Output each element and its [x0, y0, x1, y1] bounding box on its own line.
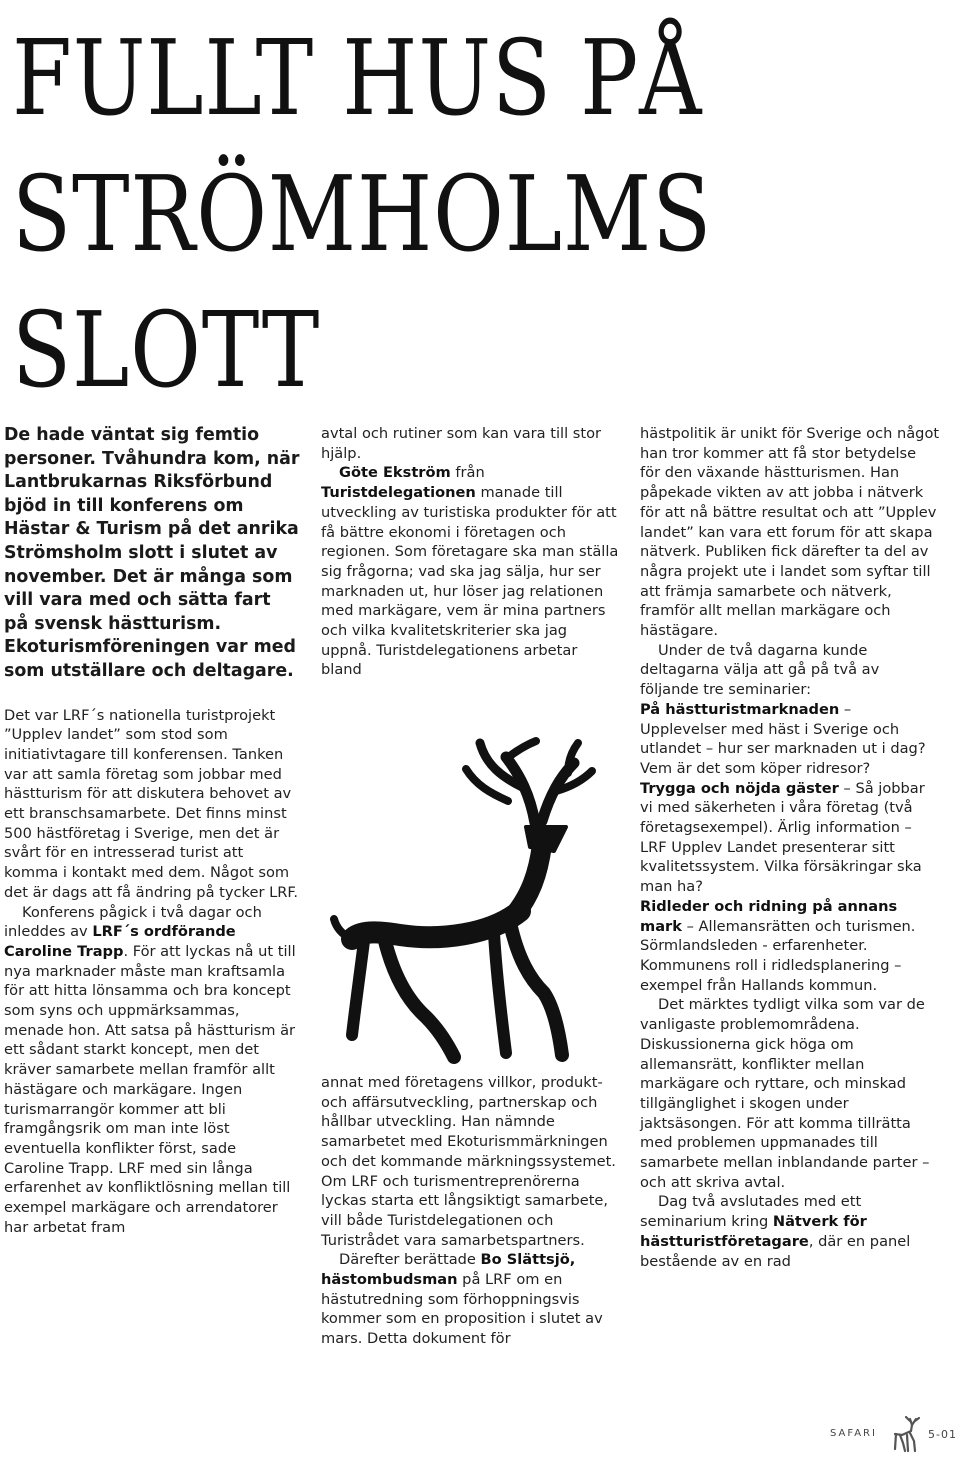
page-number: 5-01 [928, 1428, 957, 1441]
page-footer [820, 1415, 960, 1455]
headline [12, 10, 792, 418]
headline-line-1: FULLT HUS PÅ [12, 17, 703, 139]
seminar-item: På hästturistmarknaden – Upplevelser med häst i Sverige och utlandet – hur ser marknaden ut i dag? Vem är det som köper ridresor? [640, 700, 926, 777]
footer-brand: SAFARI [830, 1428, 877, 1439]
body-paragraph: hästpolitik är unikt för Sverige och något han tror kommer att få stor betydelse för den växande hästturismen. Han påpekade vikten av att jobba i nätverk för att nå bättre resultat och att ”Upplev landet” kan vara ett forum för att skapa nätverk. Publiken fick därefter ta del av några projekt ute i landet som syftar till att främja samarbete och nätverk, framför allt mellan markägare och hästägare. [640, 425, 940, 640]
seminar-item: Ridleder och ridning på annans mark – Allemansrätten och turismen. Sörmlandsleden - erfarenheter. Kommunens roll i ridledsplanering – exempel från Hallands kommun. [640, 897, 916, 994]
body-paragraph: Dag två avslutades med ett seminarium kring Nätverk för hästturistföretagare, där en panel bestående av en rad [640, 1193, 911, 1270]
lead-paragraph: De hade väntat sig femtio personer. Tvåhundra kom, när Lantbrukarnas Riksförbund bjöd in till konferens om Hästar & Turism på det anrika Strömsholm slott i slutet av november. Det är många som vill vara med och sätta fart på svensk hästturism. Ekoturismföreningen var med som utställare och deltagare. [4, 425, 300, 681]
body-paragraph: avtal och rutiner som kan vara till stor hjälp. [321, 425, 602, 462]
body-paragraph: Under de två dagarna kunde deltagarna välja att gå på två av följande tre seminarier: [640, 641, 880, 699]
column-1 [4, 424, 300, 1238]
body-paragraph: Konferens pågick i två dagar och inleddes av LRF´s ordförande Caroline Trapp. För att lyckas nå ut till nya marknader måste man kraftsamla för att hitta lönsamma och bra koncept som syns och uppmärksammas, menade hon. Att satsa på hästturism är ett sådant starkt koncept, men det kräver samarbete mellan framför allt hästägare och markägare. Ingen turismarrangör kommer att bli framgångsrik om man inte löst eventuella konflikter först, sade Caroline Trapp. LRF med sin långa erfarenhet av konfliktlösning mellan till exempel markägare och arrendatorer har arbetat fram [4, 903, 296, 1236]
body-paragraph: Därefter berättade Bo Slättsjö, hästombudsman på LRF om en hästutredning som förhoppningsvis kommer som en proposition i slutet av mars. Detta dokument för [321, 1251, 603, 1348]
body-paragraph: annat med företagens villkor, produkt- och affärsutveckling, partnerskap och hållbar utveckling. Han nämnde samarbetet med Ekoturismmärkningen och det kommande märkningssystemet. Om LRF och turismentreprenörerna lyckas starta ett långsiktigt samarbete, vill både Turistdelegationen och Turistrådet vara samarbetspartners. [321, 1074, 616, 1249]
body-paragraph: Det var LRF´s nationella turistprojekt ”Upplev landet” som stod som initiativtagare till konferensen. Tanken var att samla företag som jobbar med hästturism för att diskutera behovet av ett branschsamarbete. Det finns minst 500 hästföretag i Sverige, men det är svårt för en intresserad turist att komma i kontakt med dem. Något som det är dags att få ändring på tycker LRF. [4, 706, 299, 901]
seminar-item: Trygga och nöjda gäster – Så jobbar vi med säkerheten i våra företag (två företagsexempel). Ärlig information – LRF Upplev Landet presenterar sitt kvalitetssystem. Vilka försäkringar ska man ha? [640, 779, 925, 896]
column-3 [640, 424, 940, 1271]
headline-line-3: SLOTT [12, 289, 321, 411]
body-paragraph: Göte Ekström från Turistdelegationen manade till utveckling av turistiska produkter för att få bättre ekonomi i företagen och regionen. Som företagare ska man ställa sig frågorna; vad ska jag sälja, hur ser marknaden ut, hur löser jag relationen med markägare, vem är mina partners och vilka kvalitetskriterier ska jag uppnå. Turistdelegationens arbetar bland [321, 464, 619, 679]
headline-line-2: STRÖMHOLMS [12, 153, 713, 275]
column-2-continued [321, 1073, 621, 1349]
reindeer-logo-icon [890, 1415, 924, 1453]
reindeer-rock-carving [330, 735, 600, 1065]
body-paragraph: Det märktes tydligt vilka som var de vanligaste problemområdena. Diskussionerna gick höga om allemansrätt, konflikter mellan markägare och ryttare, och minskad tillgänglighet i skogen under jaktsäsongen. För att komma tillrätta med problemen uppmanades till samarbete mellan inblandande parter – och att skriva avtal. [640, 996, 930, 1191]
column-2 [321, 424, 621, 680]
